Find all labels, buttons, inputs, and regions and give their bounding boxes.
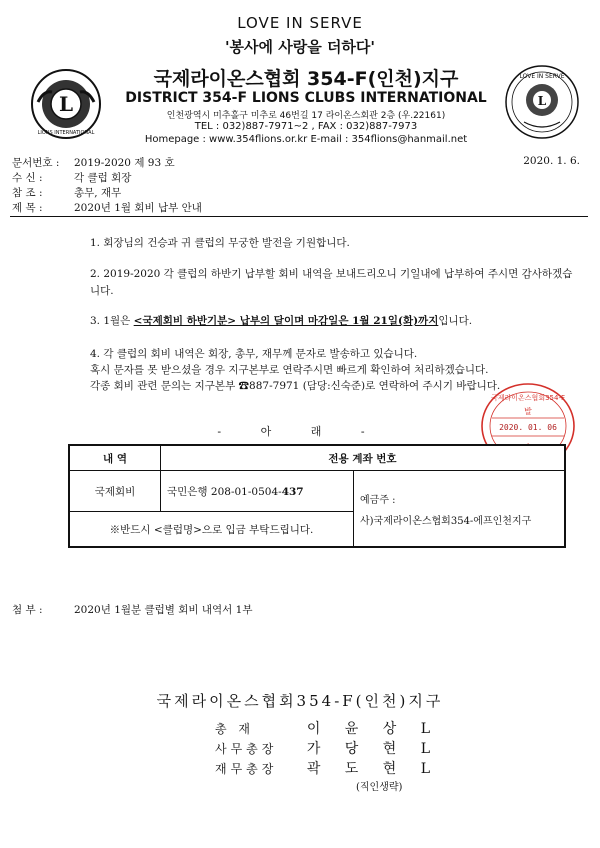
doc-number-row [12, 155, 175, 170]
account-table [68, 444, 566, 548]
holder-label: 예금주 : [360, 494, 396, 506]
table-header-account: 전용 계좌 번호 [161, 445, 566, 471]
signature-title: 재무총장 [215, 762, 278, 776]
attachment-text: 2020년 1월분 클럽별 회비 내역서 1부 [74, 604, 253, 616]
table-cell-note: ※반드시 <클럽명>으로 입금 부탁드립니다. [69, 512, 354, 548]
paragraph-1: 1. 회장님의 건승과 귀 클럽의 무궁한 발전을 기원합니다. [90, 237, 350, 249]
attachment-row [12, 602, 253, 617]
signature-name: 가 당 현 L [306, 741, 441, 757]
svg-text:L: L [58, 92, 74, 116]
slogan: '봉사에 사랑을 더하다' [224, 38, 376, 56]
motto: LOVE IN SERVE [237, 14, 363, 32]
signature-title: 사무총장 [215, 742, 278, 756]
attachment-label: 첨 부 : [12, 604, 43, 616]
subject-label: 제 목 : [12, 202, 43, 214]
subject-row [12, 200, 202, 215]
doc-number-label: 문서번호 : [12, 157, 60, 169]
paragraph-3-prefix: 3. 1월은 [90, 315, 134, 327]
table-cell-bank [161, 471, 354, 512]
signature-row-1 [215, 718, 440, 738]
logo-right-caption: LOVE IN SERVE [519, 73, 565, 80]
stamp-top-text: 국제라이온스협회354-F [490, 394, 566, 402]
paragraph-3 [90, 313, 580, 330]
stamp-date: 2020. 01. 06 [499, 423, 557, 432]
signature-name: 이 윤 상 L [306, 721, 441, 737]
lions-logo-left [30, 68, 102, 140]
doc-number: 2019-2020 제 93 호 [74, 157, 175, 169]
recipient-row [12, 170, 131, 185]
paragraph-4-line-2: 혹시 문자를 못 받으셨을 경우 지구본부로 연락주시면 빠르게 확인하여 처리하겠습니다. [90, 364, 489, 376]
table-header-item: 내 역 [69, 445, 161, 471]
reference-row [12, 185, 121, 200]
paragraph-4-line-3: 각종 회비 관련 문의는 지구본부 ☎887-7971 (담당:신숙준)로 연락하여 주시기 바랍니다. [90, 380, 501, 392]
table-cell-holder [354, 471, 566, 548]
reference: 총무, 재무 [74, 187, 122, 199]
signature-row-2 [215, 738, 440, 758]
org-name-korean: 국제라이온스협회 354-F(인천)지구 [153, 68, 459, 90]
paragraph-3-suffix: 입니다. [438, 315, 473, 327]
signature-row-3 [215, 758, 440, 778]
header-divider [10, 216, 588, 217]
signature-title: 총 재 [215, 722, 254, 736]
signature-name: 곽 도 현 L [306, 761, 441, 777]
reference-label: 참 조 : [12, 187, 43, 199]
signature-org: 국제라이온스협회354-F(인천)지구 [156, 692, 444, 710]
svg-text:L: L [537, 94, 547, 108]
org-name-english: DISTRICT 354-F LIONS CLUBS INTERNATIONAL [125, 90, 487, 106]
paragraph-4-line-1: 4. 각 클럽의 회비 내역은 회장, 총무, 재무께 문자로 발송하고 있습니다. [90, 348, 418, 360]
phone-fax: TEL : 032)887-7971~2 , FAX : 032)887-7973 [194, 121, 418, 132]
stamp-mid-text: 발 [524, 407, 532, 416]
doc-date: 2020. 1. 6. [523, 155, 580, 167]
district-logo-right [504, 64, 580, 140]
holder-name: 사)국제라이온스협회354-에프인천지구 [360, 515, 532, 527]
below-heading: - 아 래 - [217, 425, 383, 438]
seal-omitted-note: (직인생략) [356, 782, 403, 793]
subject: 2020년 1월 회비 납부 안내 [74, 202, 202, 214]
homepage-email: Homepage : www.354flions.or.kr E-mail : 354flions@hanmail.net [144, 134, 468, 145]
recipient-label: 수 신 : [12, 172, 43, 184]
bank-account: 국민은행 208-01-0504- [167, 485, 282, 498]
address: 인천광역시 미추홀구 미추로 46번길 17 라이온스회관 2층 (우.22161) [166, 111, 446, 121]
paragraph-3-emphasis: <국제회비 하반기분> 납부의 달이며 마감일은 1월 21일(화)까지 [133, 315, 439, 327]
logo-left-caption: LIONS INTERNATIONAL [37, 130, 95, 136]
bank-account-tail: 437 [281, 485, 304, 498]
paragraph-2: 2. 2019-2020 각 클럽의 하반기 납부할 회비 내역을 보내드리오니 기일내에 납부하여 주시면 감사하겠습니다. [90, 268, 573, 297]
table-cell-item: 국제회비 [69, 471, 161, 512]
recipient: 각 클럽 회장 [74, 172, 132, 184]
